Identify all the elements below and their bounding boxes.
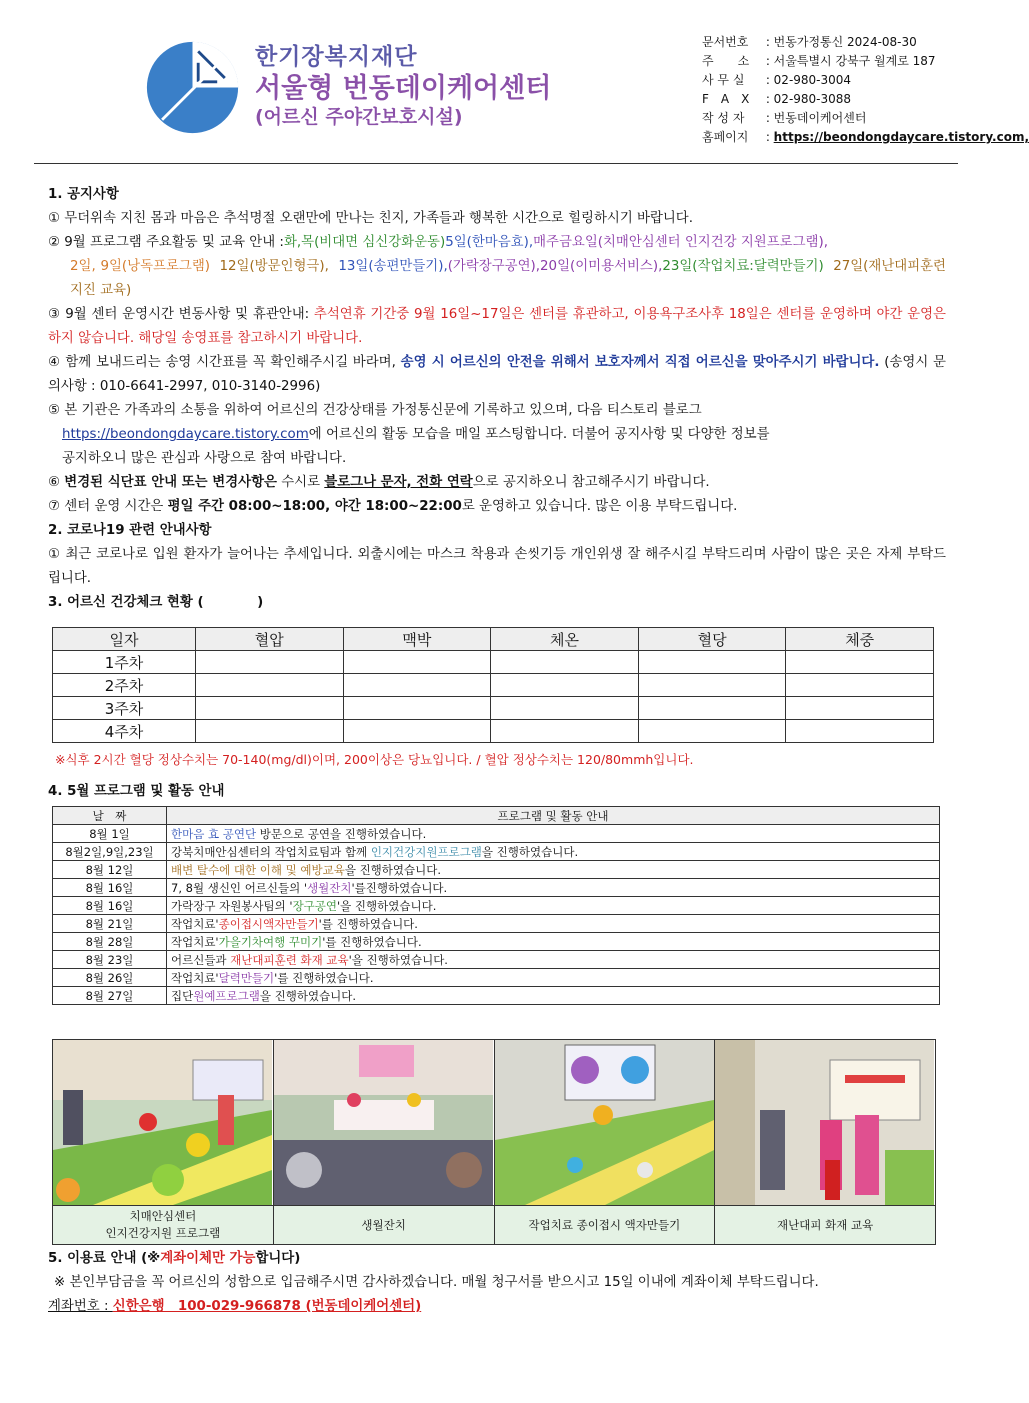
program-desc: 작업치료'달력만들기'를 진행하였습니다. bbox=[167, 969, 940, 987]
center-subtitle: (어르신 주야간보호시설) bbox=[255, 106, 463, 128]
table-row bbox=[53, 897, 940, 915]
meta-address: 주 소 : 서울특별시 강북구 월계로 187 bbox=[702, 54, 936, 68]
col-weight: 체중 bbox=[786, 628, 934, 651]
section4-title: 4. 5월 프로그램 및 활동 안내 bbox=[48, 784, 225, 799]
col-date: 날 짜 bbox=[53, 807, 167, 825]
program-date: 8월 12일 bbox=[53, 861, 167, 879]
program-desc: 한마음 효 공연단 방문으로 공연을 진행하였습니다. bbox=[167, 825, 940, 843]
classroom-photo bbox=[53, 1040, 272, 1205]
table-row: 4주차 bbox=[53, 720, 934, 743]
program-desc: 어르신들과 재난대피훈련 화재 교육'을 진행하였습니다. bbox=[167, 951, 940, 969]
activity-photos bbox=[52, 1039, 936, 1245]
program-desc: 7, 8월 생신인 어르신들의 '생월잔치'를진행하였습니다. bbox=[167, 879, 940, 897]
photo-plate-frame bbox=[494, 1040, 715, 1206]
meta-fax: F A X : 02-980-3088 bbox=[702, 92, 852, 106]
covid-item-1: ① 최근 코로나로 입원 환자가 늘어나는 추세입니다. 외출시에는 마스크 착용과 손씻기등 개인위생 잘 해주시길 부탁드리며 사람이 많은 곳은 자제 부탁드립니다. bbox=[48, 547, 946, 586]
photo-dementia-program bbox=[53, 1040, 274, 1206]
notice-item-1: ① 무더위속 지친 몸과 마음은 추석명절 오랜만에 만나는 친지, 가족들과 행복한 시간으로 힐링하시기 바랍니다. bbox=[48, 211, 694, 226]
crafts-photo bbox=[495, 1040, 714, 1205]
program-date: 8월 1일 bbox=[53, 825, 167, 843]
program-date: 8월 28일 bbox=[53, 933, 167, 951]
photo-birthday-party bbox=[273, 1040, 494, 1206]
program-desc: 집단원예프로그램을 진행하였습니다. bbox=[167, 987, 940, 1005]
fee-section bbox=[48, 1247, 948, 1319]
col-blood-pressure: 혈압 bbox=[196, 628, 344, 651]
program-date: 8월 23일 bbox=[53, 951, 167, 969]
col-program: 프로그램 및 활동 안내 bbox=[167, 807, 940, 825]
notice-item-7: ⑦ 센터 운영 시간은 평일 주간 08:00~18:00, 야간 18:00~22:00로 운영하고 있습니다. 많은 이용 부탁드립니다. bbox=[48, 499, 738, 514]
caption-birthday-party: 생월잔치 bbox=[273, 1206, 494, 1245]
table-row bbox=[53, 987, 940, 1005]
table-row: 1주차 bbox=[53, 651, 934, 674]
fee-note: ※ 본인부담금을 꼭 어르신의 성함으로 입금해주시면 감사하겠습니다. 매월 청구서를 받으시고 15일 이내에 계좌이체 부탁드립니다. bbox=[54, 1275, 819, 1290]
notice-item-3: ③ 9월 센터 운영시간 변동사항 및 휴관안내: 추석연휴 기간중 9월 16일~17일은 센터를 휴관하고, 이용욕구조사후 18일은 센터를 운영하며 야간 운영은 하지 않습니다. 해당일 송영표를 참고하시기 바랍니다. bbox=[48, 307, 946, 346]
program-desc: 작업치료'종이접시액자만들기'를 진행하였습니다. bbox=[167, 915, 940, 933]
col-blood-sugar: 혈당 bbox=[638, 628, 786, 651]
table-row bbox=[53, 951, 940, 969]
meta-office: 사 무 실 : 02-980-3004 bbox=[702, 73, 852, 87]
meta-author: 작 성 자 : 번동데이케어센터 bbox=[702, 111, 867, 125]
org-name: 한기장복지재단 bbox=[255, 44, 418, 70]
meta-doc-number: 문서번호 : 번동가정통신 2024-08-30 bbox=[702, 35, 917, 49]
caption-fire-drill: 재난대피 화재 교육 bbox=[715, 1206, 936, 1245]
col-pulse: 맥박 bbox=[343, 628, 491, 651]
blog-link[interactable]: https://beondongdaycare.tistory.com bbox=[62, 427, 309, 442]
program-desc: 강북치매안심센터의 작업치료팀과 함께 인지건강지원프로그램을 진행하였습니다. bbox=[167, 843, 940, 861]
section3-title: 3. 어르신 건강체크 현황 ( ) bbox=[48, 595, 264, 610]
section5-title: 5. 이용료 안내 (※계좌이체만 가능합니다) bbox=[48, 1251, 301, 1266]
program-date: 8월 16일 bbox=[53, 879, 167, 897]
center-name: 서울형 번동데이케어센터 bbox=[255, 73, 552, 104]
notice-item-2: ② 9월 프로그램 주요활동 및 교육 안내 :화,목(비대면 심신강화운동)5일(한마음효),매주금요일(치매안심센터 인지건강 지원프로그램), 2일, 9일(낭독프로그램) 12일(방문인형극), 13일(송편만들기),(가락장구공연),20일(이미용서비스),23일(작업치료:달력만들기) 27일(재난대피훈련 지진 교육) bbox=[48, 235, 946, 298]
health-header-row bbox=[53, 628, 934, 651]
table-row bbox=[53, 969, 940, 987]
notice-item-6: ⑥ 변경된 식단표 안내 또는 변경사항은 수시로 블로그나 문자, 전화 연락으로 공지하오니 참고해주시기 바랍니다. bbox=[48, 475, 710, 490]
table-row: 3주차 bbox=[53, 697, 934, 720]
table-row bbox=[53, 879, 940, 897]
table-row bbox=[53, 915, 940, 933]
caption-plate-frame: 작업치료 종이접시 액자만들기 bbox=[494, 1206, 715, 1245]
notice-item-5: ⑤ 본 기관은 가족과의 소통을 위하여 어르신의 건강상태를 가정통신문에 기록하고 있으며, 다음 티스토리 블로그 https://beondongdaycare.tistory.com에 어르신의 활동 모습을 매일 포스팅합니다. 더불어 공지사항 및 다양한 정보를 공지하오니 많은 관심과 사랑으로 참여 바랍니다. bbox=[48, 403, 770, 466]
table-row bbox=[53, 825, 940, 843]
fire-drill-photo bbox=[715, 1040, 934, 1205]
table-row: 2주차 bbox=[53, 674, 934, 697]
table-row bbox=[53, 843, 940, 861]
party-photo bbox=[274, 1040, 493, 1205]
col-date: 일자 bbox=[53, 628, 196, 651]
homepage-link[interactable]: https://beondongdaycare.tistory.com, bbox=[773, 130, 1029, 144]
header-divider bbox=[34, 163, 958, 164]
notice-item-4: ④ 함께 보내드리는 송영 시간표를 꼭 확인해주시길 바라며, 송영 시 어르신의 안전을 위해서 보호자께서 직접 어르신을 맞아주시기 바랍니다. (송영시 문의사항 : 010-6641-2997, 010-3140-2996) bbox=[48, 355, 946, 394]
program-date: 8월 27일 bbox=[53, 987, 167, 1005]
section2-title: 2. 코로나19 관련 안내사항 bbox=[48, 523, 212, 538]
notice-content bbox=[48, 183, 946, 615]
program-date: 8월 26일 bbox=[53, 969, 167, 987]
photo-fire-drill bbox=[715, 1040, 936, 1206]
document-meta bbox=[702, 33, 1029, 147]
program-date: 8월2일,9일,23일 bbox=[53, 843, 167, 861]
section1-title: 1. 공지사항 bbox=[48, 187, 119, 202]
program-desc: 작업치료'가을기차여행 꾸미기'를 진행하였습니다. bbox=[167, 933, 940, 951]
bank-account: 계좌번호 : 신한은행 100-029-966878 (번동데이케어센터) bbox=[48, 1299, 422, 1314]
program-header-row bbox=[53, 807, 940, 825]
table-row bbox=[53, 933, 940, 951]
program-desc: 배변 탈수에 대한 이해 및 예방교육을 진행하였습니다. bbox=[167, 861, 940, 879]
health-note: ※식후 2시간 혈당 정상수치는 70-140(mg/dl)이며, 200이상은 당뇨입니다. / 혈압 정상수치는 120/80mmh입니다. bbox=[55, 752, 694, 767]
meta-homepage: 홈페이지 : https://beondongdaycare.tistory.com, bbox=[702, 130, 1029, 144]
program-desc: 가락장구 자원봉사팀의 '장구공연'을 진행하였습니다. bbox=[167, 897, 940, 915]
program-table bbox=[52, 806, 940, 1005]
col-temperature: 체온 bbox=[491, 628, 639, 651]
table-row bbox=[53, 861, 940, 879]
program-date: 8월 21일 bbox=[53, 915, 167, 933]
caption-dementia-program: 치매안심센터 인지건강지원 프로그램 bbox=[53, 1206, 274, 1245]
health-check-table bbox=[52, 627, 934, 743]
foundation-logo bbox=[145, 40, 240, 135]
program-date: 8월 16일 bbox=[53, 897, 167, 915]
